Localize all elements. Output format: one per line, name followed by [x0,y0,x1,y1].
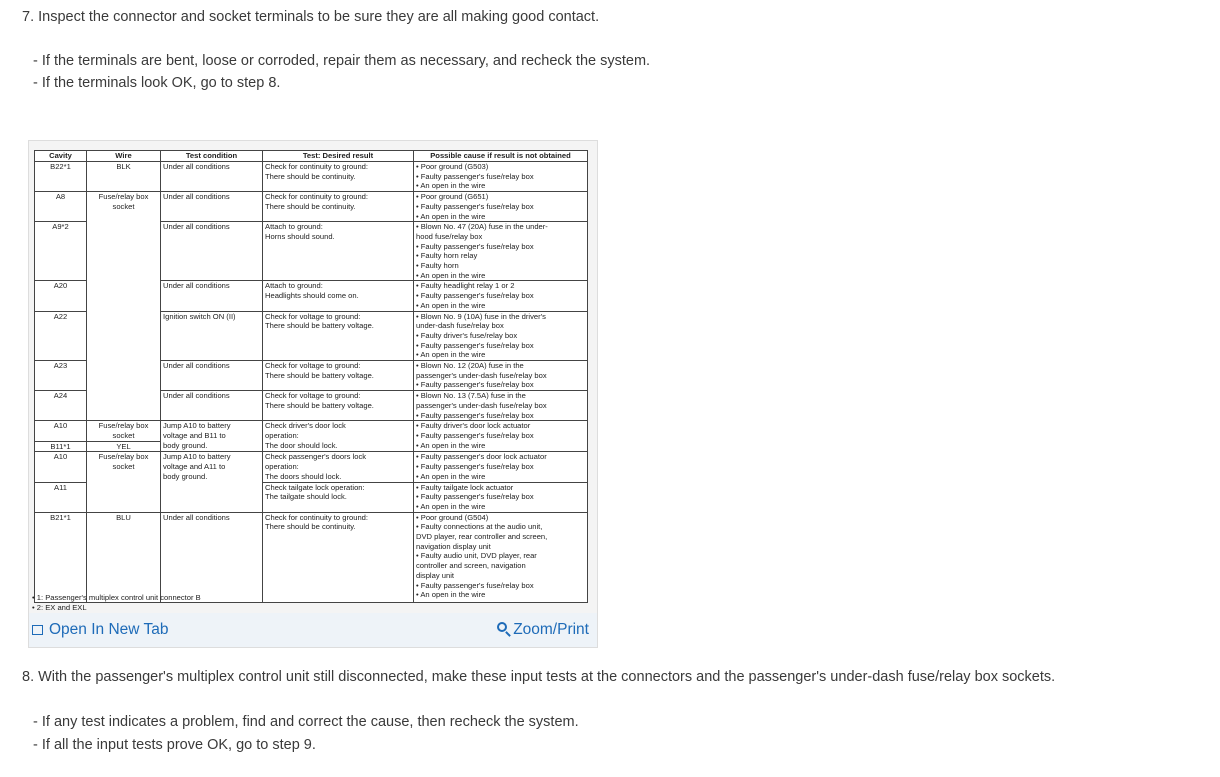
cell-line: Check driver's door lock [265,421,346,431]
cell-line: A23 [53,361,68,371]
cell-line: B21*1 [50,512,71,522]
cell-line: Under all conditions [163,162,230,171]
cell-line: hood fuse/relay box [416,231,483,241]
footnote: • 1: Passenger's multiplex control unit connector B [32,593,201,602]
cell-line: DVD player, rear controller and screen, [416,532,548,542]
table-cell [35,281,87,311]
table-cell [161,391,263,421]
cell-line: • Blown No. 9 (10A) fuse in the driver's [416,311,546,321]
cell-line: • Faulty passenger's fuse/relay box [416,492,534,502]
table-row [35,452,588,482]
step7-text: 7. Inspect the connector and socket terminals to be sure they are all making good contact. [22,9,600,25]
step7-bullet: - If the terminals are bent, loose or corroded, repair them as necessary, and recheck the system. [33,53,651,69]
cell-line: A10 [53,421,68,431]
open-new-tab-link[interactable] [32,621,168,639]
cell-line: body ground. [163,440,208,450]
cell-line: There should be continuity. [265,522,356,532]
table-cell [161,512,263,602]
table-cell [161,421,263,452]
figure-panel [28,140,598,648]
cell-line: • Blown No. 13 (7.5A) fuse in the [416,391,526,401]
cell-line: Check for continuity to ground: [265,512,368,522]
table-cell [263,162,414,192]
table-cell [263,311,414,361]
table-cell [35,192,87,222]
cell-line: • An open in the wire [416,501,486,511]
cell-line: A9*2 [52,222,69,232]
cell-line: • Faulty audio unit, DVD player, rear [416,551,537,561]
cell-line: • An open in the wire [416,211,486,221]
cell-line: • Faulty passenger's fuse/relay box [416,241,534,251]
cell-line: The door should lock. [265,440,338,450]
cell-line: Check for voltage to ground: [265,311,361,321]
cell-line: socket [112,201,135,211]
cell-line: Check passenger's doors lock [265,452,367,462]
cell-line: Check tailgate lock operation: [265,482,365,492]
cell-line: navigation display unit [416,541,491,551]
table-cell [263,281,414,311]
cell-line: • An open in the wire [416,471,486,481]
table-cell [161,222,263,281]
cell-line: BLK [116,162,131,171]
cell-line: YEL [116,441,131,451]
cell-line: • Blown No. 12 (20A) fuse in the [416,361,524,371]
cell-line: operation: [265,462,299,472]
table-cell [263,361,414,391]
cell-line: • Poor ground (G651) [416,192,489,202]
table-cell [263,222,414,281]
cell-line: Attach to ground: [265,281,323,291]
cell-line: Jump A10 to battery [163,421,231,431]
table-cell [87,512,161,602]
table-row [35,192,588,222]
table-cell [414,452,588,482]
cell-line: There should be battery voltage. [265,321,374,331]
table-cell [161,192,263,222]
cell-line: • Faulty passenger's fuse/relay box [416,430,534,440]
cell-line: • Faulty passenger's fuse/relay box [416,171,534,181]
table-cell [87,162,161,192]
table-cell [414,361,588,391]
table-cell [414,391,588,421]
cell-line: • An open in the wire [416,270,486,280]
cell-line: Under all conditions [163,512,230,522]
cell-line: • Faulty passenger's fuse/relay box [416,580,534,590]
cell-line: Fuse/relay box [98,452,149,462]
table-cell [35,162,87,192]
cell-line: • An open in the wire [416,181,486,191]
table-cell [263,452,414,482]
table-cell [161,361,263,391]
cell-line: Ignition switch ON (II) [163,311,236,321]
zoom-print-link[interactable] [497,621,589,639]
cell-line: socket [112,430,135,440]
table-cell [35,512,87,602]
column-header: Test condition [161,151,263,162]
cell-line: B22*1 [50,162,71,171]
cell-line: Attach to ground: [265,222,323,232]
cell-line: Under all conditions [163,391,230,401]
table-row [35,512,588,602]
step8-bullet: - If all the input tests prove OK, go to step 9. [33,737,316,753]
cell-line: BLU [116,512,131,522]
cell-line: Under all conditions [163,222,230,232]
cell-line: Horns should sound. [265,231,335,241]
table-cell [35,311,87,361]
cell-line: Under all conditions [163,361,230,371]
table-cell [414,311,588,361]
table-cell [161,311,263,361]
cell-line: There should be continuity. [265,171,356,181]
zoom-icon [497,622,507,632]
table-row [35,421,588,441]
cell-line: • Poor ground (G503) [416,162,489,171]
cell-line: A10 [53,452,68,462]
cell-line: • An open in the wire [416,440,486,450]
open-new-tab-icon [32,625,43,635]
cell-line: passenger's under-dash fuse/relay box [416,400,547,410]
cell-line: The doors should lock. [265,471,342,481]
cell-line: There should be battery voltage. [265,400,374,410]
cell-line: Check for voltage to ground: [265,391,361,401]
table-cell [414,421,588,452]
cell-line: • Faulty passenger's fuse/relay box [416,201,534,211]
table-cell [161,162,263,192]
table-cell [35,441,87,452]
table-cell [263,391,414,421]
cell-line: B11*1 [50,441,71,451]
cell-line: • Faulty passenger's fuse/relay box [416,340,534,350]
cell-line: A24 [53,391,68,401]
footnotes [32,593,201,612]
column-header: Possible cause if result is not obtained [414,151,588,162]
cell-line: • Faulty driver's fuse/relay box [416,330,518,340]
table-cell [414,281,588,311]
cell-line: Under all conditions [163,192,230,202]
table-cell [263,512,414,602]
cell-line: • Faulty connections at the audio unit, [416,522,543,532]
cell-line: • Faulty headlight relay 1 or 2 [416,281,515,291]
table-cell [87,192,161,421]
cell-line: • Faulty horn relay [416,251,478,261]
cell-line: • Faulty passenger's fuse/relay box [416,462,534,472]
cell-line: passenger's under-dash fuse/relay box [416,370,547,380]
cell-line: • An open in the wire [416,300,486,310]
cell-line: voltage and B11 to [163,430,226,440]
cell-line: • Poor ground (G504) [416,512,489,522]
cell-line: There should be continuity. [265,201,356,211]
column-header: Test: Desired result [263,151,414,162]
cell-line: • Blown No. 47 (20A) fuse in the under- [416,222,548,232]
cell-line: A22 [53,311,68,321]
table-cell [35,361,87,391]
cell-line: Fuse/relay box [98,192,149,202]
cell-line: There should be battery voltage. [265,370,374,380]
table-cell [35,391,87,421]
cell-line: Check for continuity to ground: [265,162,368,171]
step8-bullet: - If any test indicates a problem, find and correct the cause, then recheck the system. [33,714,579,730]
cell-line: controller and screen, navigation [416,561,526,571]
cell-line: Check for continuity to ground: [265,192,368,202]
cell-line: body ground. [163,471,208,481]
table-cell [414,222,588,281]
table-row [35,162,588,192]
cell-line: voltage and A11 to [163,462,226,472]
cell-line: operation: [265,430,299,440]
table-cell [263,482,414,512]
cell-line: • Faulty passenger's fuse/relay box [416,380,534,390]
cell-line: Jump A10 to battery [163,452,231,462]
table-cell [35,482,87,512]
cell-line: A8 [55,192,66,202]
step8-text: 8. With the passenger's multiplex control unit still disconnected, make these input tests at the connectors and the passenger's under-dash fuse/relay box sockets. [22,669,1056,685]
cell-line: A20 [53,281,68,291]
cell-line: • An open in the wire [416,590,486,600]
cell-line: • Faulty driver's door lock actuator [416,421,531,431]
cell-line: • An open in the wire [416,350,486,360]
table-cell [414,162,588,192]
cell-line: Check for voltage to ground: [265,361,361,371]
cell-line: Under all conditions [163,281,230,291]
cell-line: display unit [416,570,454,580]
column-header: Cavity [35,151,87,162]
cell-line: socket [112,462,135,472]
cell-line: The tailgate should lock. [265,492,347,502]
footnote: • 2: EX and EXL [32,602,87,612]
table-cell [263,192,414,222]
cell-line: • Faulty tailgate lock actuator [416,482,514,492]
cell-line: • Faulty passenger's door lock actuator [416,452,547,462]
table-cell [87,441,161,452]
table-cell [35,452,87,482]
table-cell [414,482,588,512]
table-cell [263,421,414,452]
table-cell [35,421,87,441]
table-cell [87,452,161,512]
table-cell [161,452,263,512]
cell-line: Headlights should come on. [265,291,359,301]
cell-line: • Faulty horn [416,261,459,271]
cell-line: under-dash fuse/relay box [416,321,504,331]
table-cell [414,512,588,602]
cell-line: A11 [54,482,67,492]
table-cell [35,222,87,281]
step7-bullet: - If the terminals look OK, go to step 8. [33,75,281,91]
table-cell [87,421,161,441]
figure-links-bar [29,613,597,647]
zoom-print-label: Zoom/Print [513,621,589,638]
cell-line: Fuse/relay box [98,421,149,431]
cell-line: • Faulty passenger's fuse/relay box [416,291,534,301]
diagnostic-table [34,150,588,603]
table-cell [414,192,588,222]
cell-line: • Faulty passenger's fuse/relay box [416,410,534,420]
open-new-tab-label: Open In New Tab [49,621,169,638]
table-cell [161,281,263,311]
column-header: Wire [87,151,161,162]
